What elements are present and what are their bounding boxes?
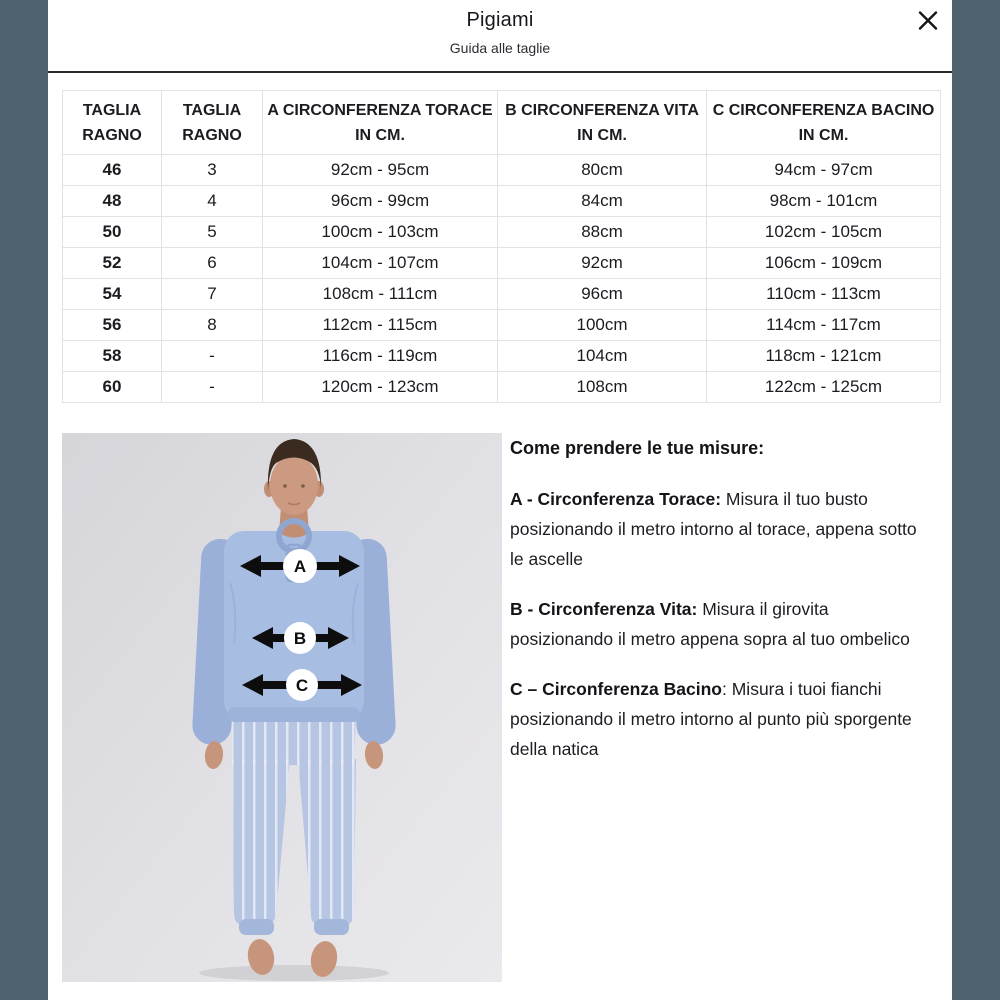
modal-title: Pigiami [466,9,534,31]
table-cell: 56 [63,310,162,341]
table-cell: 92cm - 95cm [263,155,498,186]
table-header-cell: TAGLIA RAGNO [63,91,162,155]
size-table-wrap [62,90,940,403]
table-header-row [63,91,941,155]
table-cell: 46 [63,155,162,186]
shirt-hem [228,707,360,722]
table-cell: 100cm [498,310,707,341]
table-row [63,310,941,341]
size-table-body [63,155,941,403]
instructions-section [510,436,930,784]
table-cell: 114cm - 117cm [707,310,941,341]
table-cell: 5 [162,217,263,248]
table-cell: 108cm [498,372,707,403]
table-row [63,372,941,403]
table-cell: - [162,341,263,372]
table-cell: 118cm - 121cm [707,341,941,372]
x-icon [914,23,942,38]
table-cell: 122cm - 125cm [707,372,941,403]
modal-subtitle: Guida alle taglie [449,40,551,56]
table-row [63,341,941,372]
table-cell: 100cm - 103cm [263,217,498,248]
table-cell: 106cm - 109cm [707,248,941,279]
table-cell: 104cm - 107cm [263,248,498,279]
table-cell: - [162,372,263,403]
table-row [63,155,941,186]
instruction-label-b: B - Circonferenza Vita: [510,599,698,619]
table-cell: 4 [162,186,263,217]
table-cell: 84cm [498,186,707,217]
table-cell: 102cm - 105cm [707,217,941,248]
table-row [63,217,941,248]
table-header-cell: TAGLIA RAGNO [162,91,263,155]
table-header-cell: A CIRCONFERENZA TORACE IN CM. [263,91,498,155]
instruction-text-c: : Misura i tuoi fianchi posizionando il metro intorno al punto più sporgente della natica [510,679,912,759]
table-cell: 94cm - 97cm [707,155,941,186]
instruction-item-b [510,594,930,654]
table-header-cell: B CIRCONFERENZA VITA IN CM. [498,91,707,155]
table-cell: 60 [63,372,162,403]
instruction-text-a: Misura il tuo busto posizionando il metro intorno al torace, appena sotto le ascelle [510,489,917,569]
instructions-heading: Come prendere le tue misure: [510,438,765,458]
table-cell: 52 [63,248,162,279]
table-cell: 96cm [498,279,707,310]
size-guide-figure-svg [62,433,502,982]
table-cell: 8 [162,310,263,341]
marker-label-c: C [295,676,309,695]
table-cell: 80cm [498,155,707,186]
table-cell: 108cm - 111cm [263,279,498,310]
table-cell: 3 [162,155,263,186]
table-header-cell: C CIRCONFERENZA BACINO IN CM. [707,91,941,155]
instruction-label-c: C – Circonferenza Bacino [510,679,722,699]
table-cell: 88cm [498,217,707,248]
size-table-head [63,91,941,155]
size-table [62,90,941,403]
side-bar-left [0,0,48,1000]
instruction-item-a [510,484,930,574]
table-cell: 110cm - 113cm [707,279,941,310]
close-button[interactable] [914,7,942,35]
marker-label-b: B [293,629,307,648]
table-cell: 6 [162,248,263,279]
table-cell: 48 [63,186,162,217]
table-cell: 92cm [498,248,707,279]
table-cell: 7 [162,279,263,310]
table-cell: 98cm - 101cm [707,186,941,217]
table-cell: 120cm - 123cm [263,372,498,403]
side-bar-right [952,0,1000,1000]
face [270,455,318,515]
marker-label-a: A [293,557,307,576]
table-cell: 50 [63,217,162,248]
instruction-text-b: Misura il girovita posizionando il metro appena sopra al tuo ombelico [510,599,910,649]
table-row [63,279,941,310]
table-row [63,186,941,217]
instruction-label-a: A - Circonferenza Torace: [510,489,722,509]
table-cell: 104cm [498,341,707,372]
table-cell: 54 [63,279,162,310]
table-cell: 116cm - 119cm [263,341,498,372]
floor-shadow [199,965,389,981]
table-cell: 96cm - 99cm [263,186,498,217]
instruction-item-c [510,674,930,764]
table-row [63,248,941,279]
modal-header [48,0,952,73]
table-cell: 58 [63,341,162,372]
size-guide-figure [62,433,502,982]
table-cell: 112cm - 115cm [263,310,498,341]
